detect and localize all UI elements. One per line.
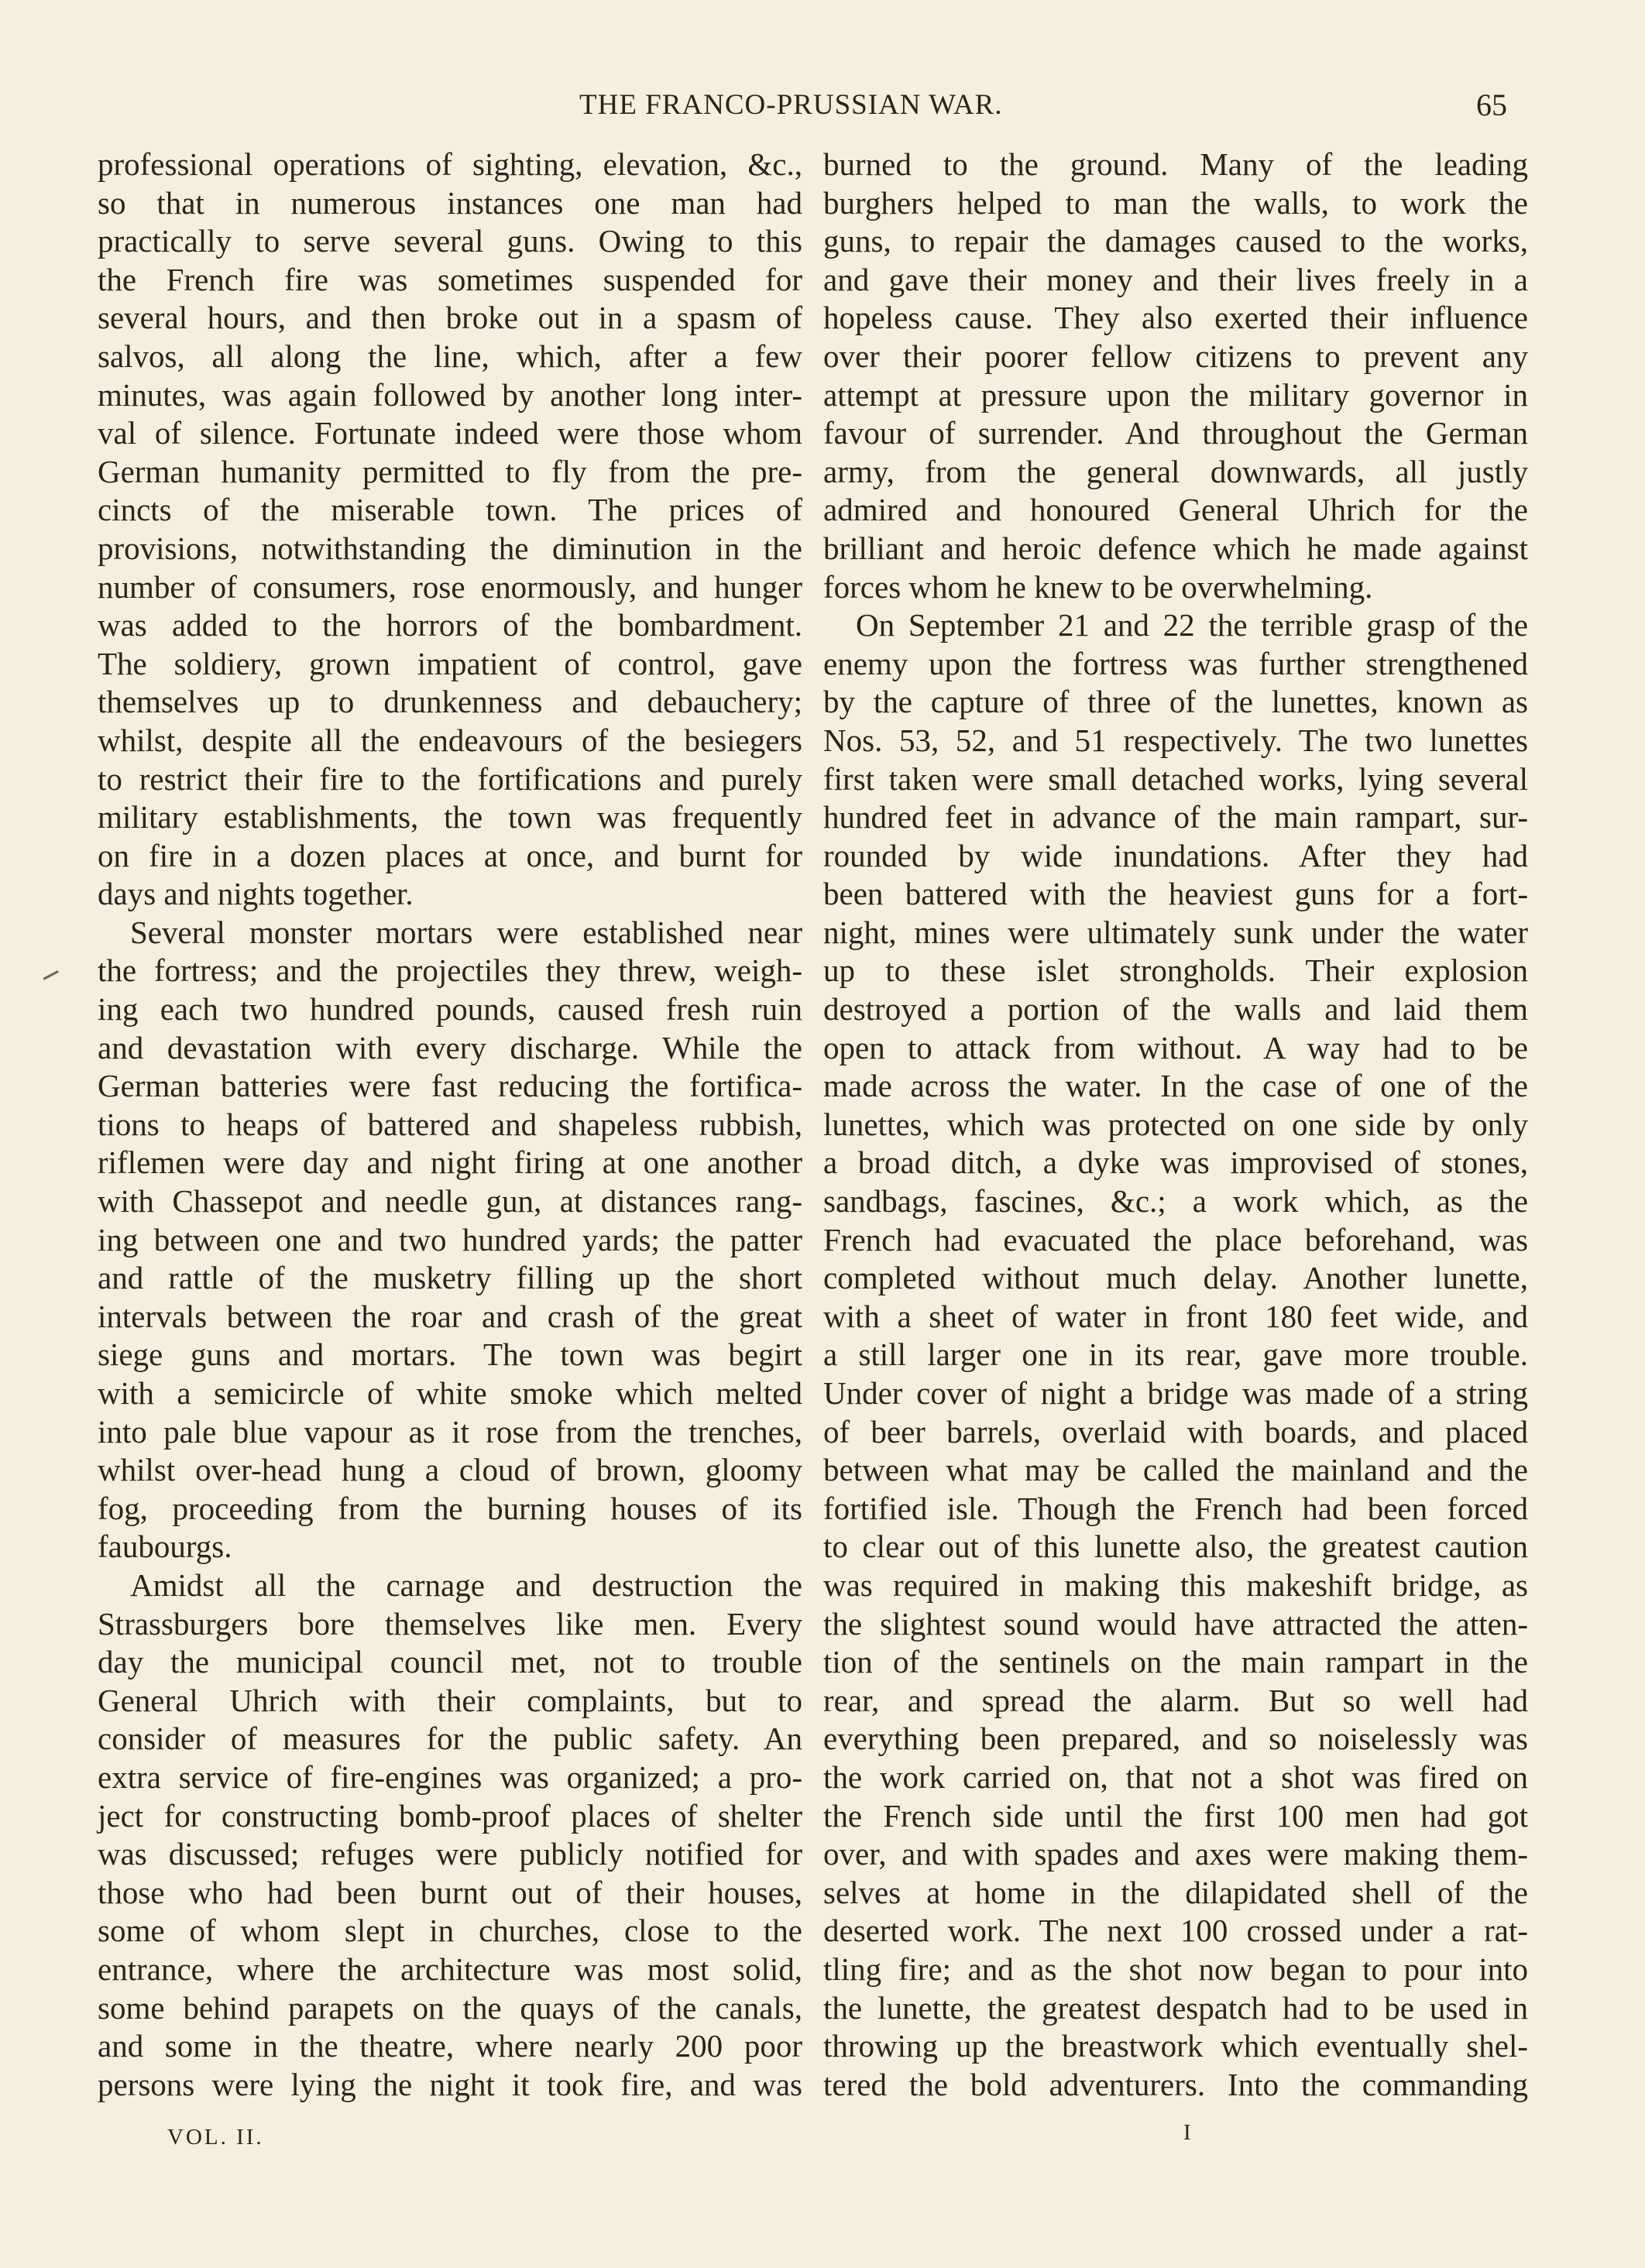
text-line: favour of surrender. And throughout the German bbox=[823, 415, 1528, 451]
text-line: whilst over-head hung a cloud of brown, gloomy bbox=[98, 1452, 802, 1488]
text-line: lunettes, which was protected on one side by only bbox=[823, 1106, 1528, 1142]
text-line: selves at home in the dilapidated shell of the bbox=[823, 1874, 1528, 1910]
text-line: and rattle of the musketry filling up the short bbox=[98, 1260, 802, 1296]
text-line: was discussed; refuges were publicly notified for bbox=[98, 1836, 802, 1872]
text-line: several hours, and then broke out in a spasm of bbox=[98, 300, 802, 336]
text-line: professional operations of sighting, elevation, &c., bbox=[98, 146, 802, 182]
text-line: On September 21 and 22 the terrible grasp of the bbox=[856, 607, 1528, 643]
volume-label: VOL. II. bbox=[167, 2125, 264, 2150]
text-line: completed without much delay. Another lunette, bbox=[823, 1260, 1528, 1296]
text-line: General Uhrich with their complaints, but to bbox=[98, 1682, 802, 1718]
running-title: THE FRANCO-PRUSSIAN WAR. bbox=[579, 89, 1003, 121]
text-line: deserted work. The next 100 crossed under a rat- bbox=[823, 1913, 1528, 1949]
text-line: riflemen were day and night firing at one another bbox=[98, 1144, 802, 1181]
text-line: German humanity permitted to fly from the pre- bbox=[98, 453, 802, 489]
text-line: the fortress; and the projectiles they threw, weigh- bbox=[98, 952, 802, 989]
text-line: ing between one and two hundred yards; the patter bbox=[98, 1221, 802, 1258]
text-line: whilst, despite all the endeavours of the besiegers bbox=[98, 722, 802, 758]
text-line: was required in making this makeshift bridge, as bbox=[823, 1566, 1528, 1603]
text-line: burned to the ground. Many of the leading bbox=[823, 146, 1528, 182]
text-line: with a sheet of water in front 180 feet wide, and bbox=[823, 1298, 1528, 1334]
text-line: on fire in a dozen places at once, and burnt for bbox=[98, 837, 802, 873]
text-line: faubourgs. bbox=[98, 1529, 232, 1565]
text-line: minutes, was again followed by another long inter- bbox=[98, 376, 802, 413]
text-line: army, from the general downwards, all justly bbox=[823, 453, 1528, 489]
text-line: practically to serve several guns. Owing to this bbox=[98, 223, 802, 259]
text-line: so that in numerous instances one man had bbox=[98, 184, 802, 221]
text-line: guns, to repair the damages caused to the works, bbox=[823, 223, 1528, 259]
text-line: themselves up to drunkenness and debauchery; bbox=[98, 684, 802, 720]
text-line: ject for constructing bomb-proof places of shelter bbox=[98, 1797, 802, 1834]
text-line: fortified isle. Though the French had been forced bbox=[823, 1490, 1528, 1526]
text-line: tling fire; and as the shot now began to pour into bbox=[823, 1951, 1528, 1987]
text-line: tions to heaps of battered and shapeless rubbish, bbox=[98, 1106, 802, 1142]
text-line: between what may be called the mainland and the bbox=[823, 1452, 1528, 1488]
text-line: with a semicircle of white smoke which melted bbox=[98, 1375, 802, 1411]
text-line: over their poorer fellow citizens to prevent any bbox=[823, 338, 1528, 374]
text-line: by the capture of three of the lunettes, known as bbox=[823, 684, 1528, 720]
text-line: fog, proceeding from the burning houses of its bbox=[98, 1490, 802, 1526]
text-line: German batteries were fast reducing the fortifica- bbox=[98, 1068, 802, 1104]
text-line: number of consumers, rose enormously, and hunger bbox=[98, 568, 802, 605]
text-line: ing each two hundred pounds, caused fresh ruin bbox=[98, 991, 802, 1028]
text-line: tion of the sentinels on the main rampart in the bbox=[823, 1644, 1528, 1680]
text-line: Amidst all the carnage and destruction the bbox=[130, 1566, 802, 1603]
text-line: of beer barrels, overlaid with boards, and placed bbox=[823, 1413, 1528, 1450]
text-line: some of whom slept in churches, close to the bbox=[98, 1913, 802, 1949]
text-line: French had evacuated the place beforehand, was bbox=[823, 1221, 1528, 1258]
text-line: burghers helped to man the walls, to work the bbox=[823, 184, 1528, 221]
text-line: a still larger one in its rear, gave more trouble. bbox=[823, 1336, 1528, 1373]
running-head bbox=[0, 84, 1645, 127]
text-line: everything been prepared, and so noiselessly was bbox=[823, 1721, 1528, 1757]
text-line: military establishments, the town was frequently bbox=[98, 799, 802, 835]
text-line: those who had been burnt out of their houses, bbox=[98, 1874, 802, 1910]
text-line: hopeless cause. They also exerted their influence bbox=[823, 300, 1528, 336]
text-line: brilliant and heroic defence which he made against bbox=[823, 530, 1528, 566]
text-line: rounded by wide inundations. After they had bbox=[823, 837, 1528, 873]
text-line: to clear out of this lunette also, the greatest caution bbox=[823, 1529, 1528, 1565]
text-line: extra service of fire-engines was organized; a pro- bbox=[98, 1758, 802, 1795]
text-line: was added to the horrors of the bombardment. bbox=[98, 607, 802, 643]
signature-mark: I bbox=[1183, 2120, 1191, 2145]
text-line: Under cover of night a bridge was made of a string bbox=[823, 1375, 1528, 1411]
text-line: val of silence. Fortunate indeed were those whom bbox=[98, 415, 802, 451]
text-line: day the municipal council met, not to trouble bbox=[98, 1644, 802, 1680]
text-line: days and nights together. bbox=[98, 876, 414, 912]
text-line: hundred feet in advance of the main rampart, sur- bbox=[823, 799, 1528, 835]
text-line: into pale blue vapour as it rose from the trenches, bbox=[98, 1413, 802, 1450]
text-line: first taken were small detached works, lying several bbox=[823, 760, 1528, 797]
left-text-column bbox=[98, 146, 802, 2104]
text-line: and gave their money and their lives freely in a bbox=[823, 261, 1528, 297]
text-line: Strassburgers bore themselves like men. Every bbox=[98, 1605, 802, 1642]
text-line: rear, and spread the alarm. But so well had bbox=[823, 1682, 1528, 1718]
text-line: persons were lying the night it took fire, and was bbox=[98, 2066, 802, 2102]
text-line: cincts of the miserable town. The prices of bbox=[98, 492, 802, 528]
text-line: some behind parapets on the quays of the canals, bbox=[98, 1989, 802, 2026]
text-line: the slightest sound would have attracted the atten- bbox=[823, 1605, 1528, 1642]
text-line: night, mines were ultimately sunk under the water bbox=[823, 914, 1528, 950]
text-line: tered the bold adventurers. Into the commanding bbox=[823, 2066, 1528, 2102]
text-line: the French side until the first 100 men had got bbox=[823, 1797, 1528, 1834]
text-line: made across the water. In the case of one of the bbox=[823, 1068, 1528, 1104]
text-line: enemy upon the fortress was further strengthened bbox=[823, 645, 1528, 681]
text-line: sandbags, fascines, &c.; a work which, as the bbox=[823, 1183, 1528, 1220]
text-line: up to these islet strongholds. Their explosion bbox=[823, 952, 1528, 989]
text-line: a broad ditch, a dyke was improvised of stones, bbox=[823, 1144, 1528, 1181]
text-line: open to attack from without. A way had to be bbox=[823, 1029, 1528, 1065]
text-line: throwing up the breastwork which eventually shel- bbox=[823, 2028, 1528, 2064]
text-line: consider of measures for the public safety. An bbox=[98, 1721, 802, 1757]
text-line: attempt at pressure upon the military governor in bbox=[823, 376, 1528, 413]
text-line: Several monster mortars were established near bbox=[130, 914, 802, 950]
text-line: admired and honoured General Uhrich for the bbox=[823, 492, 1528, 528]
text-line: to restrict their fire to the fortifications and purely bbox=[98, 760, 802, 797]
text-line: been battered with the heaviest guns for a fort- bbox=[823, 876, 1528, 912]
text-line: and devastation with every discharge. While the bbox=[98, 1029, 802, 1065]
text-line: provisions, notwithstanding the diminution in the bbox=[98, 530, 802, 566]
text-line: Nos. 53, 52, and 51 respectively. The two lunettes bbox=[823, 722, 1528, 758]
text-line: destroyed a portion of the walls and laid them bbox=[823, 991, 1528, 1028]
text-line: and some in the theatre, where nearly 200 poor bbox=[98, 2028, 802, 2064]
text-line: siege guns and mortars. The town was begirt bbox=[98, 1336, 802, 1373]
text-line: salvos, all along the line, which, after a few bbox=[98, 338, 802, 374]
text-line: entrance, where the architecture was most solid, bbox=[98, 1951, 802, 1987]
text-line: forces whom he knew to be overwhelming. bbox=[823, 568, 1373, 605]
text-line: the lunette, the greatest despatch had to be used in bbox=[823, 1989, 1528, 2026]
text-line: The soldiery, grown impatient of control, gave bbox=[98, 645, 802, 681]
text-line: with Chassepot and needle gun, at distances rang- bbox=[98, 1183, 802, 1220]
text-line: the work carried on, that not a shot was fired on bbox=[823, 1758, 1528, 1795]
pencil-mark-icon bbox=[43, 969, 59, 980]
text-line: the French fire was sometimes suspended for bbox=[98, 261, 802, 297]
page-number: 65 bbox=[1476, 87, 1507, 122]
right-text-column bbox=[823, 146, 1528, 2104]
text-line: intervals between the roar and crash of the great bbox=[98, 1298, 802, 1334]
text-line: over, and with spades and axes were making them- bbox=[823, 1836, 1528, 1872]
